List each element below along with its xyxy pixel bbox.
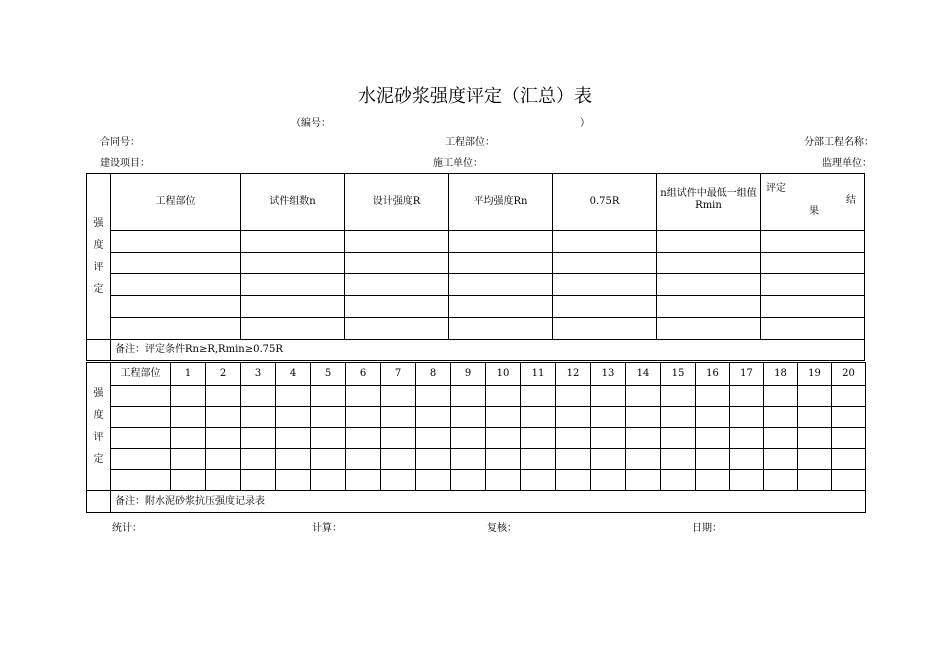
side-label: 强 度 评 定 [87,174,111,340]
sub-project-label: 分部工程名称： [804,137,874,148]
column-header: 4 [276,363,311,386]
column-header: 20 [832,363,866,386]
page-title: 水泥砂浆强度评定（汇总）表 [358,86,592,107]
table-row [87,274,865,296]
column-header: 13 [591,363,626,386]
column-header: 9 [451,363,486,386]
note-row [87,340,865,361]
construction-unit-label: 施工单位： [433,158,483,169]
column-header: 1 [171,363,206,386]
table-row [87,407,866,428]
column-header: 6 [346,363,381,386]
table-row [87,253,865,274]
column-header: 10 [486,363,521,386]
column-header: 8 [416,363,451,386]
evaluation-header-row [87,174,865,231]
column-header: 12 [556,363,591,386]
header-result: 评定 结 果 [761,174,865,231]
side-label: 强 度 评 定 [87,363,111,491]
evaluation-table [86,173,865,361]
number-close: ） [580,118,590,129]
header-design-strength: 设计强度R [345,174,449,231]
column-header: 14 [626,363,661,386]
column-header: 5 [311,363,346,386]
header-groups: 试件组数n [241,174,345,231]
specimen-table [86,362,866,513]
supervision-unit-label: 监理单位： [822,158,872,169]
table-row [87,449,866,470]
table-row [87,231,865,253]
evaluation-note: 备注：评定条件Rn≥R,Rmin≥0.75R [111,340,865,361]
construction-project-label: 建设项目： [100,158,150,169]
header-average-strength: 平均强度Rn [449,174,553,231]
date-label: 日期： [692,523,722,534]
header-rmin: n组试件中最低一组值Rmin [657,174,761,231]
table-row [87,428,866,449]
column-header: 19 [798,363,832,386]
table-row [87,318,865,340]
table-row [87,470,866,491]
header-part: 工程部位 [111,174,241,231]
specimen-header-row [87,363,866,386]
specimen-note: 备注：附水泥砂浆抗压强度记录表 [111,491,866,513]
column-header: 18 [764,363,798,386]
table-row [87,386,866,407]
specimen-part-header: 工程部位 [111,363,171,386]
header-075r: 0.75R [553,174,657,231]
column-header: 2 [206,363,241,386]
column-header: 3 [241,363,276,386]
column-header: 16 [696,363,730,386]
calc-label: 计算： [312,523,342,534]
number-label: （编号： [291,118,331,129]
note-row [87,491,866,513]
column-header: 7 [381,363,416,386]
contract-no-label: 合同号： [100,137,140,148]
column-header: 15 [661,363,696,386]
column-header: 17 [730,363,764,386]
column-header: 11 [521,363,556,386]
review-label: 复核： [487,523,517,534]
project-part-label: 工程部位： [445,137,495,148]
stats-label: 统计： [112,523,142,534]
table-row [87,296,865,318]
